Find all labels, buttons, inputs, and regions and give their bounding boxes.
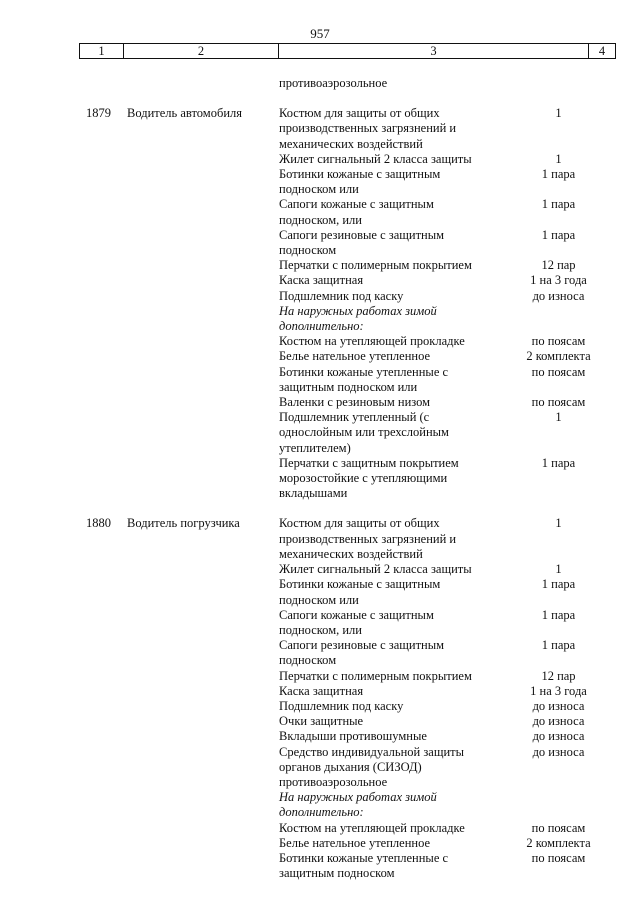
equipment-quantity: до износа (532, 744, 585, 759)
table-row (0, 638, 640, 668)
equipment-quantity (511, 790, 606, 820)
table-header (79, 43, 616, 59)
equipment-quantity: до износа (532, 288, 585, 303)
header-col-1: 1 (80, 44, 124, 58)
table-row (0, 456, 640, 502)
table-row (0, 304, 640, 334)
equipment-item: Подшлемник утепленный (с однослойным или трехслойным утеплителем) (279, 410, 449, 455)
equipment-quantity: 1 пара (541, 197, 576, 212)
equipment-item: Костюм на утепляющей прокладке (279, 820, 465, 835)
equipment-quantity: 1 пара (541, 638, 576, 653)
table-row (0, 289, 640, 304)
table-row (0, 334, 640, 349)
equipment-item: Очки защитные (279, 714, 364, 729)
equipment-item: Жилет сигнальный 2 класса защиты (279, 562, 472, 577)
equipment-item: На наружных работах зимой дополнительно: (279, 790, 437, 820)
equipment-item: Белье нательное утепленное (279, 835, 431, 850)
equipment-item: Ботинки кожаные утепленные с защитным подноском (279, 850, 449, 881)
equipment-quantity: 1 (555, 516, 562, 531)
entries-list (0, 106, 640, 881)
table-row (0, 410, 640, 456)
equipment-item: Ботинки кожаные с защитным подноском или (279, 577, 441, 607)
header-col-3: 3 (279, 44, 589, 58)
header-col-2: 2 (124, 44, 279, 58)
equipment-quantity: 1 (555, 410, 562, 425)
table-row (0, 745, 640, 791)
equipment-quantity: по поясам (531, 334, 586, 349)
table-row (0, 851, 640, 881)
equipment-item: Сапоги кожаные с защитным подноском, или (279, 607, 434, 637)
entry-number: 1880 (86, 516, 111, 531)
table-row (0, 258, 640, 273)
table-row (0, 669, 640, 684)
equipment-item: Сапоги кожаные с защитным подноском, или (279, 197, 434, 227)
header-col-4: 4 (598, 44, 606, 58)
table-row (0, 714, 640, 729)
table-row (0, 562, 640, 577)
continuation-text: противоаэрозольное (279, 76, 388, 90)
equipment-quantity: по поясам (531, 820, 586, 835)
table-row (0, 365, 640, 395)
table-row (0, 699, 640, 714)
equipment-quantity: 2 комплекта (526, 835, 591, 850)
equipment-quantity: 2 комплекта (526, 349, 591, 364)
equipment-item: Перчатки с полимерным покрытием (279, 258, 472, 273)
equipment-item: Сапоги резиновые с защитным подноском (279, 638, 445, 668)
equipment-item: Костюм для защиты от общих производственных загрязнений и механических воздействий (279, 516, 457, 561)
equipment-item: Костюм для защиты от общих производственных загрязнений и механических воздействий (279, 106, 457, 151)
equipment-quantity: 1 пара (541, 227, 576, 242)
equipment-quantity: 1 (555, 106, 562, 121)
table-row (0, 790, 640, 820)
table-row (0, 167, 640, 197)
equipment-quantity (511, 304, 606, 334)
equipment-quantity: 12 пар (541, 258, 576, 273)
equipment-item: На наружных работах зимой дополнительно: (279, 303, 437, 334)
equipment-quantity: 1 пара (541, 577, 576, 592)
table-row (0, 729, 640, 744)
equipment-item: Подшлемник под каску (279, 698, 404, 713)
equipment-quantity: до износа (532, 698, 585, 713)
entry (0, 516, 640, 881)
equipment-item: Сапоги резиновые с защитным подноском (279, 227, 445, 258)
equipment-quantity: 1 (555, 562, 562, 577)
equipment-quantity: 1 пара (541, 455, 576, 470)
equipment-quantity: по поясам (531, 850, 586, 865)
equipment-quantity: по поясам (531, 395, 586, 410)
table-row (0, 349, 640, 364)
equipment-quantity: 12 пар (541, 668, 576, 683)
table-row (0, 577, 640, 607)
table-body (0, 76, 640, 881)
table-row (0, 821, 640, 836)
equipment-quantity: по поясам (531, 364, 586, 379)
table-row (0, 197, 640, 227)
equipment-item: Вкладыши противошумные (279, 729, 427, 744)
equipment-item: Костюм на утепляющей прокладке (279, 334, 465, 349)
entry (0, 106, 640, 501)
table-row (0, 608, 640, 638)
equipment-item: Валенки с резиновым низом (279, 395, 431, 410)
page-number: 957 (310, 26, 330, 41)
equipment-quantity: 1 пара (541, 607, 576, 622)
equipment-item: Средство индивидуальной защиты органов дыхания (СИЗОД) противоаэрозольное (279, 744, 465, 789)
equipment-quantity: 1 на 3 года (530, 683, 587, 698)
entry-job-title: Водитель погрузчика (127, 516, 240, 531)
equipment-item: Перчатки с защитным покрытием морозостойкие с утепляющими вкладышами (279, 455, 459, 501)
equipment-item: Перчатки с полимерным покрытием (279, 668, 472, 683)
equipment-item: Ботинки кожаные утепленные с защитным подноском или (279, 364, 449, 394)
table-row (0, 152, 640, 167)
continuation-row (0, 76, 640, 91)
equipment-item: Каска защитная (279, 273, 364, 288)
equipment-item: Каска защитная (279, 683, 364, 698)
equipment-item: Ботинки кожаные с защитным подноском или (279, 167, 441, 197)
table-row (0, 836, 640, 851)
table-row (0, 684, 640, 699)
table-row (0, 395, 640, 410)
entry-job-title: Водитель автомобиля (127, 106, 242, 121)
equipment-quantity: до износа (532, 714, 585, 729)
equipment-quantity: 1 (555, 151, 562, 166)
entry-number: 1879 (86, 106, 111, 121)
equipment-item: Подшлемник под каску (279, 288, 404, 303)
equipment-item: Белье нательное утепленное (279, 349, 431, 364)
equipment-quantity: 1 пара (541, 167, 576, 182)
table-row (0, 273, 640, 288)
equipment-item: Жилет сигнальный 2 класса защиты (279, 151, 472, 166)
table-row (0, 228, 640, 258)
equipment-quantity: 1 на 3 года (530, 273, 587, 288)
equipment-quantity: до износа (532, 729, 585, 744)
